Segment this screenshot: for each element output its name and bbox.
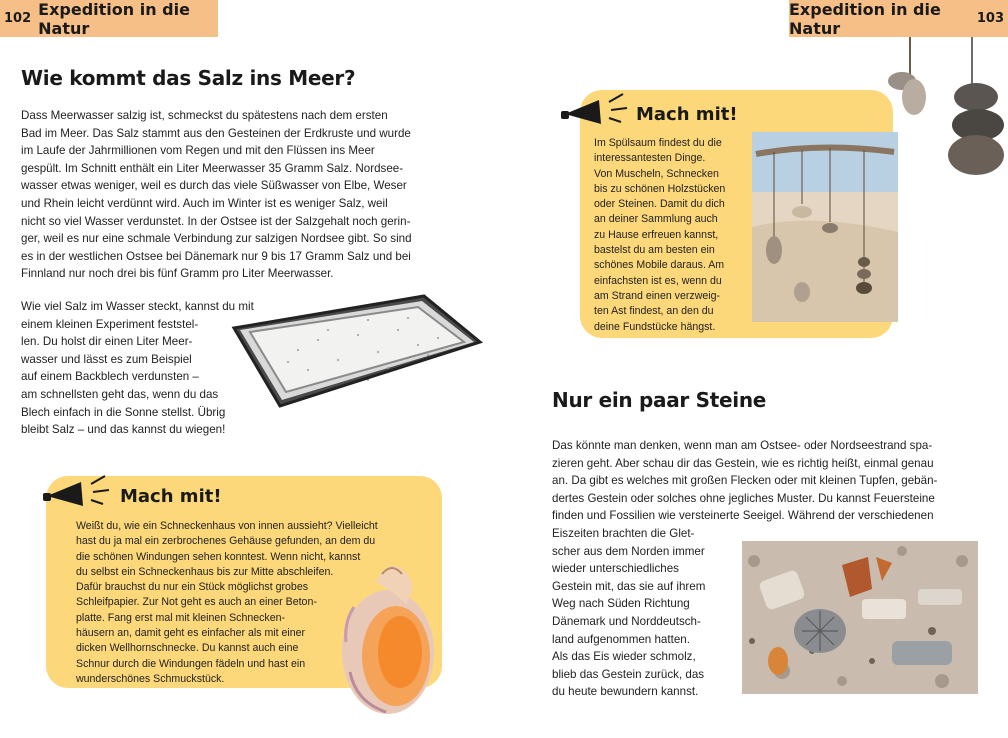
right-paragraph-narrow [552,525,737,701]
left-header-tab [0,0,218,37]
text-line: Dänemark und Norddeutsch- [552,614,701,628]
left-header-title: Expedition in die Natur [38,0,190,38]
text-line: Weg nach Süden Richtung [552,597,690,611]
right-heading: Nur ein paar Steine [552,388,767,412]
text-line: häusern an, damit geht es einfacher als mit einer [76,627,306,640]
text-line: einfachsten ist es, wenn du [594,274,722,287]
text-line: finden und Fossilien wie versteinerte Seeigel. Während der verschiedenen [552,509,934,523]
text-line: dertes Gestein oder solches ohne jegliches Muster. Du kannst Feuersteine [552,491,935,505]
left-callout-title: Mach mit! [120,486,222,507]
text-line: schönes Mobile daraus. Am [594,259,725,272]
text-line: wasser etwas weniger, weil es durch das viele Süßwasser von Elbe, Weser [21,179,407,193]
baking-tray-illustration [228,290,484,412]
beach-mobile-photo [752,132,898,322]
text-line: Von Muscheln, Schnecken [594,167,719,180]
text-line: oder Steinen. Damit du dich [594,198,725,211]
text-line: blieb das Gestein zurück, das [552,667,705,681]
text-line: len. Du holst dir einen Liter Meer- [21,335,193,349]
text-line: Das könnte man denken, wenn man am Ostsee- oder Nordseestrand spa- [552,439,933,452]
text-line: ten Ast findest, an den du [594,305,714,318]
text-line: einem kleinen Experiment feststel- [21,317,199,331]
hanging-stones-illustration [880,37,1008,195]
text-line: am Strand einen verzweig- [594,289,721,302]
right-callout-title: Mach mit! [636,104,738,125]
text-line: es in der westlichen Ostsee bei Dänemark nur 9 bis 17 Gramm Salz und bei [21,249,411,263]
text-line: land aufgenommen hatten. [552,632,690,646]
text-line: bis zu schönen Holzstücken [594,182,726,195]
text-line: auf einem Backblech verdunsten – [21,370,199,384]
text-line: bastelst du am besten ein [594,244,715,257]
text-line: Gestein mit, das sie auf ihrem [552,579,706,593]
text-line: an deiner Sammlung auch [594,213,718,226]
text-line: gespült. Im Schnitt enthält ein Liter Meerwasser 35 Gramm Salz. Nordsee- [21,161,404,175]
megaphone-icon [561,88,633,128]
text-line: du heute bewundern kannst. [552,685,699,699]
text-line: an. Da gibt es welches mit großen Flecken oder mit kleinen Tupfen, gebän- [552,474,938,488]
text-line: Blech einfach in die Sonne stellst. Übrig [21,405,226,419]
text-line: platte. Fang erst mal mit kleinen Schnecken- [76,611,286,624]
text-line: Wie viel Salz im Wasser steckt, kannst du mit [21,300,254,313]
text-line: und Rhein leicht verdünnt wird. Auch im Winter ist es weniger Salz, weil [21,196,388,210]
text-line: Schleifpapier. Zur Not geht es auch an einer Beton- [76,596,317,609]
text-line: die schönen Windungen sehen konntest. Wenn nicht, kannst [76,550,361,563]
text-line: Bad im Meer. Das Salz stammt aus den Gesteinen der Erdkruste und wurde [21,126,411,140]
text-line: Eiszeiten brachten die Glet- [552,527,695,540]
text-line: du selbst ein Schneckenhaus bis zur Mitte abschleifen. [76,565,334,578]
right-paragraph-full [552,437,982,525]
text-line: nicht so viel Wasser verdunstet. In der Ostsee ist der Salzgehalt noch gerin- [21,214,411,228]
left-heading: Wie kommt das Salz ins Meer? [21,66,356,90]
text-line: Dass Meerwasser salzig ist, schmeckst du spätestens nach dem ersten [21,109,388,122]
text-line: am schnellsten geht das, wenn du das [21,387,219,401]
text-line: wasser und lässt es zum Beispiel [21,352,192,366]
text-line: wunderschönes Schmuckstück. [76,672,225,685]
left-page-number: 102 [4,11,32,26]
right-page-number: 103 [976,11,1004,26]
text-line: scher aus dem Norden immer [552,544,705,558]
right-header-tab [789,0,1008,37]
text-line: zu Hause erfreuen kannst, [594,228,719,241]
text-line: Schnur durch die Windungen fädeln und hast ein [76,657,306,670]
left-paragraph-1 [21,107,461,283]
megaphone-icon [43,470,115,510]
text-line: deine Fundstücke hängst. [594,320,716,333]
text-line: ger, weil es nur eine schmale Verbindung zur salzigen Nordsee gibt. So sind [21,232,412,246]
text-line: Dafür brauchst du nur ein Stück möglichst grobes [76,581,309,594]
text-line: wieder unterschiedliches [552,562,679,576]
text-line: Finnland nur noch drei bis fünf Gramm pro Liter Meerwasser. [21,267,334,281]
text-line: Weißt du, wie ein Schneckenhaus von innen aussieht? Vielleicht [76,520,378,532]
text-line: Im Spülsaum findest du die [594,137,722,149]
text-line: dicken Wellhornschnecke. Du kannst auch eine [76,642,299,655]
text-line: zieren geht. Aber schau dir das Gestein, wie es richtig heißt, einmal genau [552,456,934,470]
right-header-title: Expedition in die Natur [789,0,941,38]
stones-fossils-photo [742,541,978,694]
right-callout-text [594,136,744,335]
text-line: im Laufe der Jahrmillionen vom Regen und mit den Flüssen ins Meer [21,144,375,158]
text-line: hast du ja mal ein zerbrochenes Gehäuse gefunden, an dem du [76,535,376,548]
text-line: bleibt Salz – und das kannst du wiegen! [21,423,226,437]
text-line: interessantesten Dinge. [594,152,706,165]
snail-shell-illustration [336,552,442,722]
text-line: Als das Eis wieder schmolz, [552,650,696,664]
